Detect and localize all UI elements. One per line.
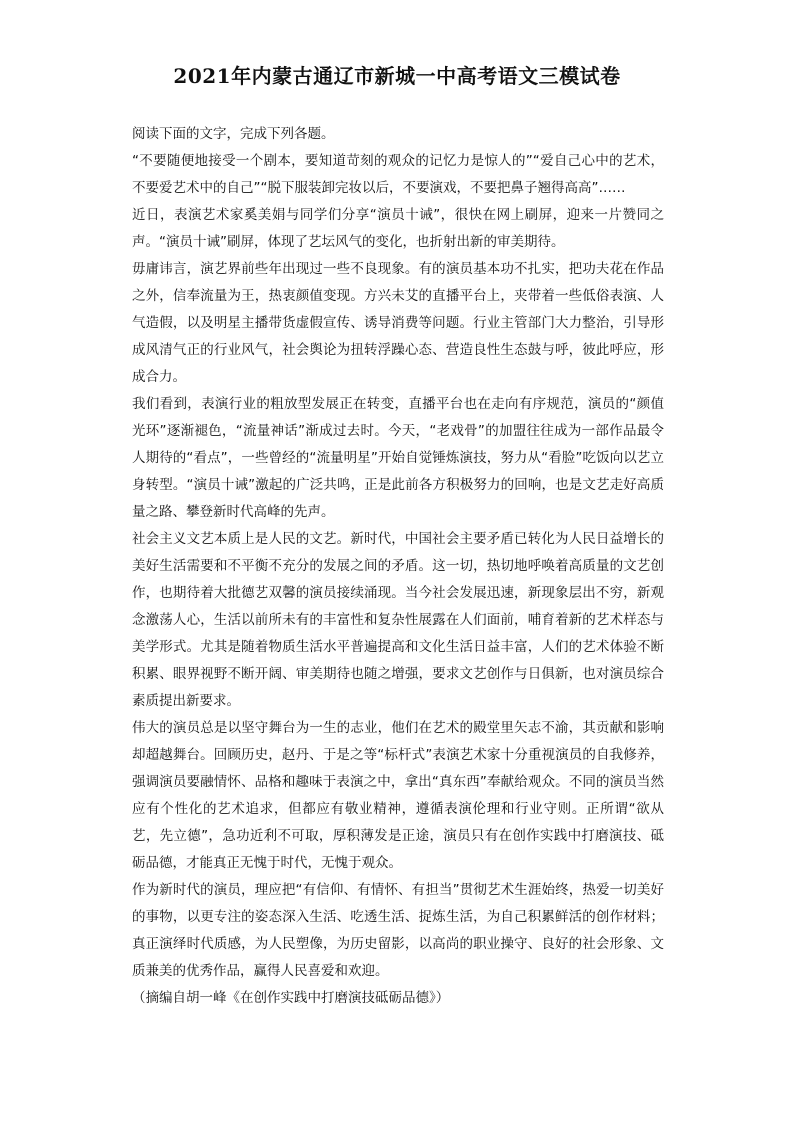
body-paragraph: 社会主义文艺本质上是人民的文艺。新时代，中国社会主要矛盾已转化为人民日益增长的美好生活需要和不平衡不充分的发展之间的矛盾。这一切，热切地呼唤着高质量的文艺创作，也期待着大批德艺双馨的演员接续涌现。当今社会发展迅速，新现象层出不穷，新观念激荡人心，生活以前所未有的丰富性和复杂性展露在人们面前，哺育着新的艺术样态与美学形式。尤其是随着物质生活水平普遍提高和文化生活日益丰富，人们的艺术体验不断积累、眼界视野不断开阔、审美期待也随之增强，要求文艺创作与日俱新，也对演员综合素质提出新要求。 — [132, 531, 664, 709]
reading-passage — [132, 121, 664, 1012]
body-paragraph: 毋庸讳言，演艺界前些年出现过一些不良现象。有的演员基本功不扎实，把功夫花在作品之外，信奉流量为王，热衷颜值变现。方兴未艾的直播平台上，夹带着一些低俗表演、人气造假，以及明星主播带货虚假宣传、诱导消费等问题。行业主管部门大力整治，引导形成风清气正的行业风气，社会舆论为扭转浮躁心态、营造良性生态鼓与呼，彼此呼应，形成合力。 — [132, 261, 664, 385]
document-title: 2021年内蒙古通辽市新城一中高考语文三模试卷 — [173, 64, 621, 88]
body-paragraph: 我们看到，表演行业的粗放型发展正在转变，直播平台也在走向有序规范，演员的“颜值光环”逐渐褪色，“流量神话”渐成过去时。今天，“老戏骨”的加盟往往成为一部作品最令人期待的“看点”，一些曾经的“流量明星”开始自觉锤炼演技，努力从“看脸”吃饭向以艺立身转型。“演员十诫”激起的广泛共鸣，正是此前各方积极努力的回响，也是文艺走好高质量之路、攀登新时代高峰的先声。 — [132, 396, 664, 520]
body-paragraph: 伟大的演员总是以坚守舞台为一生的志业，他们在艺术的殿堂里矢志不渝，其贡献和影响却超越舞台。回顾历史，赵丹、于是之等“标杆式”表演艺术家十分重视演员的自我修养，强调演员要融情怀、品格和趣味于表演之中，拿出“真东西”奉献给观众。不同的演员当然应有个性化的艺术追求，但都应有敬业精神，遵循表演伦理和行业守则。正所谓“欲从艺，先立德”，急功近利不可取，厚积薄发是正途，演员只有在创作实践中打磨演技、砥砺品德，才能真正无愧于时代，无愧于观众。 — [132, 720, 664, 871]
body-paragraph: 作为新时代的演员，理应把“有信仰、有情怀、有担当”贯彻艺术生涯始终，热爱一切美好的事物，以更专注的姿态深入生活、吃透生活、捉炼生活，为自己积累鲜活的创作材料；真正演绎时代质感，为人民塑像，为历史留影，以高尚的职业操守、良好的社会形象、文质兼美的优秀作品，赢得人民喜爱和欢迎。 — [132, 882, 664, 979]
body-paragraph: 近日，表演艺术家奚美娟与同学们分享“演员十诫”，很快在网上刷屏，迎来一片赞同之声。“演员十诫”刷屏，体现了艺坛风气的变化，也折射出新的审美期待。 — [132, 207, 664, 250]
quote-paragraph: “不要随便地接受一个剧本，要知道苛刻的观众的记忆力是惊人的”“爱自己心中的艺术，不要爱艺术中的自己”“脱下服装卸完妆以后，不要演戏，不要把鼻子翘得高高”…… — [132, 153, 664, 196]
source-citation: （摘编自胡一峰《在创作实践中打磨演技砥砺品德》） — [132, 990, 450, 1006]
instruction-paragraph: 阅读下面的文字，完成下列各题。 — [132, 126, 335, 142]
